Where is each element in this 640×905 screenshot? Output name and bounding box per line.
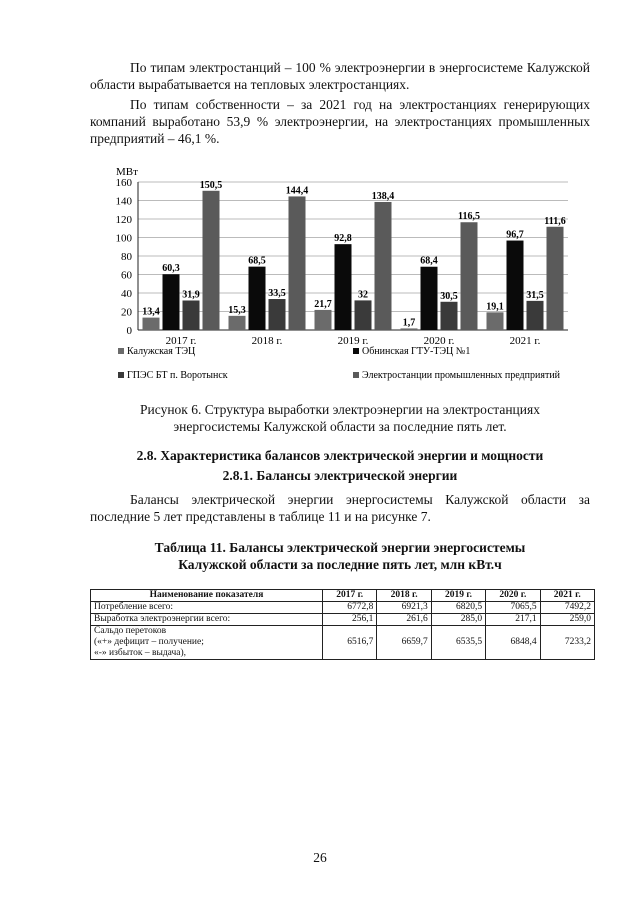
energy-balance-table [90, 589, 595, 660]
cell-2019: 6535,5 [431, 626, 485, 660]
legend-entry: Электростанции промышленных предприятий [362, 370, 561, 381]
bar-value-label: 21,7 [314, 298, 332, 310]
x-tick-label: 2021 г. [509, 335, 541, 347]
cell-2017: 256,1 [323, 614, 377, 626]
bar-value-label: 92,8 [334, 233, 352, 245]
bar [203, 191, 220, 330]
header-2020: 2020 г. [486, 590, 540, 602]
cell-2018: 6659,7 [377, 626, 431, 660]
cell-2018: 261,6 [377, 614, 431, 626]
header-2021: 2021 г. [540, 590, 594, 602]
x-tick-label: 2019 г. [337, 335, 369, 347]
section-heading-2-8-1: 2.8.1. Балансы электрической энергии [222, 468, 458, 483]
bar-value-label: 1,7 [402, 317, 416, 329]
bar [441, 302, 458, 330]
section-heading-2-8: 2.8. Характеристика балансов электрической энергии и мощности [136, 448, 544, 463]
bar-value-label: 144,4 [285, 185, 309, 197]
page-number: 26 [313, 850, 327, 865]
bar [163, 274, 180, 330]
bar [547, 227, 564, 330]
bar [269, 299, 286, 330]
table-row-generation [91, 614, 595, 626]
bar [335, 244, 352, 330]
bar-value-label: 30,5 [440, 290, 458, 302]
y-tick-label: 160 [115, 177, 132, 189]
y-tick-label: 0 [126, 325, 132, 337]
bar [421, 267, 438, 330]
bar [183, 300, 200, 330]
y-tick-label: 140 [115, 195, 132, 208]
table-row-balance [91, 626, 595, 660]
bar [487, 312, 504, 330]
y-axis-unit-label: МВт [116, 166, 138, 178]
bar-value-label: 31,9 [182, 289, 200, 301]
table-row-consumption [91, 602, 595, 614]
cell-2017: 6516,7 [323, 626, 377, 660]
bar-value-label: 31,5 [526, 289, 544, 301]
table-header-row [91, 590, 595, 602]
header-2018: 2018 г. [377, 590, 431, 602]
header-indicator: Наименование показателя [91, 590, 323, 602]
cell-2018: 6921,3 [377, 602, 431, 614]
generation-bar-chart [88, 160, 588, 390]
table-title: Таблица 11. Балансы электрической энергии энергосистемы Калужской области за последние пять лет, млн кВт.ч [154, 540, 526, 572]
y-tick-label: 120 [115, 214, 132, 226]
bar-value-label: 68,5 [248, 255, 266, 267]
figure-caption: Рисунок 6. Структура выработки электроэнергии на электростанциях энергосистемы Калужской области за последние пять лет. [140, 402, 540, 434]
legend-swatch [353, 372, 359, 378]
legend-entry: ГПЭС БТ п. Воротынск [127, 370, 228, 381]
cell-2021: 7492,2 [540, 602, 594, 614]
bar-value-label: 15,3 [228, 304, 246, 316]
bar [229, 316, 246, 330]
legend-swatch [118, 372, 124, 378]
legend-entry: Калужская ТЭЦ [127, 346, 196, 357]
cell-2021: 7233,2 [540, 626, 594, 660]
bar [249, 267, 266, 330]
cell-2020: 217,1 [486, 614, 540, 626]
header-2019: 2019 г. [431, 590, 485, 602]
x-tick-label: 2020 г. [423, 335, 455, 347]
row-label: Выработка электроэнергии всего: [91, 614, 323, 626]
bar-value-label: 111,6 [544, 215, 566, 227]
bar-value-label: 116,5 [458, 211, 480, 223]
x-tick-label: 2018 г. [251, 335, 283, 347]
header-2017: 2017 г. [323, 590, 377, 602]
intro-paragraph-2: По типам собственности – за 2021 год на электростанциях генерирующих компаний выработано 53,9 % электроэнергии, на электростанциях промышленных предприятий – 46,1 %. [90, 97, 590, 146]
bar [375, 202, 392, 330]
cell-2017: 6772,8 [323, 602, 377, 614]
bar-value-label: 19,1 [486, 301, 504, 313]
cell-2019: 6820,5 [431, 602, 485, 614]
bar [289, 196, 306, 330]
bar-value-label: 32 [358, 289, 368, 301]
y-tick-label: 80 [121, 251, 132, 263]
bar [401, 328, 418, 330]
bar-value-label: 138,4 [371, 190, 395, 202]
cell-2020: 7065,5 [486, 602, 540, 614]
legend-swatch [353, 348, 359, 354]
bar-value-label: 68,4 [420, 255, 438, 267]
bar-value-label: 150,5 [199, 179, 223, 191]
bar [461, 222, 478, 330]
row-label: Потребление всего: [91, 602, 323, 614]
y-tick-label: 40 [121, 288, 132, 300]
cell-2019: 285,0 [431, 614, 485, 626]
bar-value-label: 33,5 [268, 288, 286, 300]
bar-value-label: 13,4 [142, 306, 160, 318]
y-tick-label: 60 [121, 269, 132, 282]
bar-value-label: 60,3 [162, 263, 180, 275]
row-label: Сальдо перетоков («+» дефицит – получение; «-» избыток – выдача), [91, 626, 323, 660]
bar [527, 301, 544, 330]
x-tick-label: 2017 г. [165, 335, 197, 347]
section-paragraph: Балансы электрической энергии энергосистемы Калужской области за последние 5 лет представлены в таблице 11 и на рисунке 7. [90, 492, 590, 524]
intro-paragraph-1: По типам электростанций – 100 % электроэнергии в энергосистеме Калужской области вырабатывается на тепловых электростанциях. [90, 60, 590, 92]
bar-value-label: 96,7 [506, 229, 524, 241]
bar [507, 241, 524, 330]
bar [315, 310, 332, 330]
y-tick-label: 20 [121, 306, 132, 319]
cell-2020: 6848,4 [486, 626, 540, 660]
bar [143, 318, 160, 330]
y-tick-label: 100 [115, 232, 132, 245]
cell-2021: 259,0 [540, 614, 594, 626]
legend-entry: Обнинская ГТУ-ТЭЦ №1 [362, 346, 471, 357]
bar [355, 300, 372, 330]
legend-swatch [118, 348, 124, 354]
